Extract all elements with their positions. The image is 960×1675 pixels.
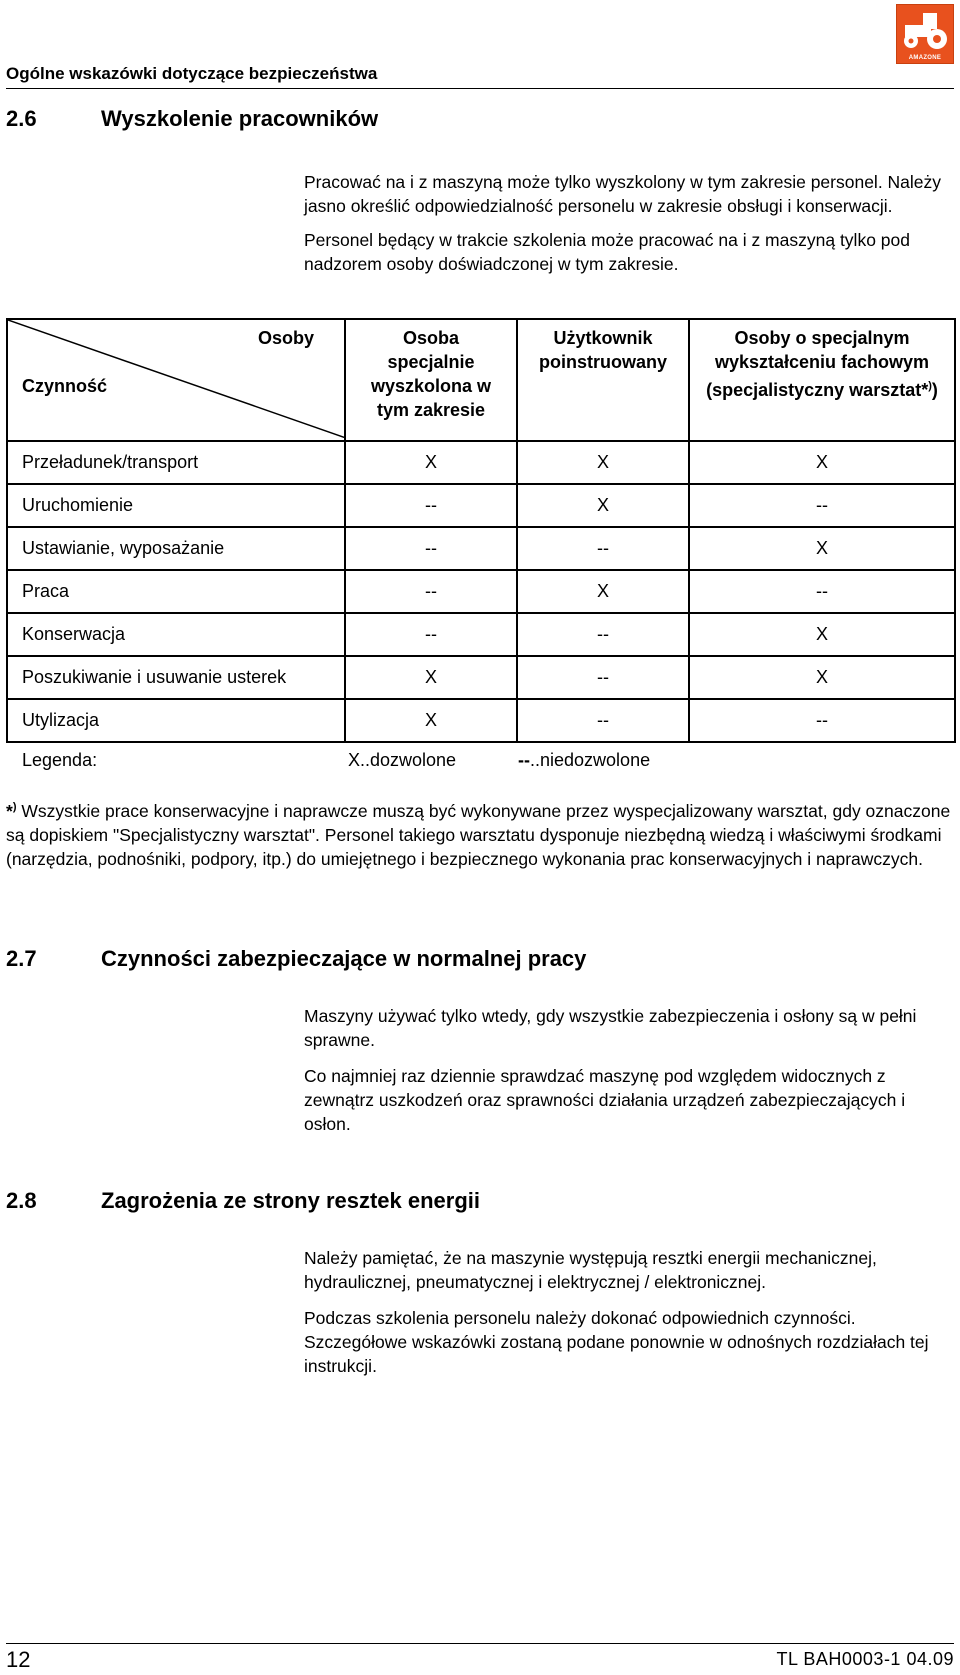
section-2-8-number: 2.8 — [6, 1188, 37, 1213]
section-2-6-number: 2.6 — [6, 106, 37, 131]
footnote-marker: ) — [928, 380, 932, 392]
value-cell: -- — [517, 699, 689, 742]
activity-cell: Uruchomienie — [7, 484, 345, 527]
value-cell: X — [689, 441, 955, 484]
table-row — [7, 527, 955, 570]
footnote-asterisk: * — [6, 800, 13, 821]
value-cell: -- — [517, 527, 689, 570]
running-header: Ogólne wskazówki dotyczące bezpieczeństwa — [6, 64, 378, 83]
header-divider — [6, 88, 954, 89]
value-cell: X — [689, 613, 955, 656]
corner-label-persons: Osoby — [257, 328, 314, 348]
tractor-logo-icon — [897, 5, 953, 53]
value-cell: X — [345, 699, 517, 742]
activity-cell: Przeładunek/transport — [7, 441, 345, 484]
paragraph: Personel będący w trakcie szkolenia może pracować na i z maszyną tylko pod nadzorem osoby doświadczonej w tym zakresie. — [304, 230, 910, 274]
column-header: Użytkownik poinstruowany — [517, 319, 689, 441]
table-row — [7, 613, 955, 656]
table-row — [7, 484, 955, 527]
page-number: 12 — [6, 1647, 31, 1672]
value-cell: X — [689, 527, 955, 570]
table-header-row — [7, 319, 955, 441]
value-cell: -- — [345, 613, 517, 656]
section-2-7-number: 2.7 — [6, 946, 37, 971]
section-2-8-title: Zagrożenia ze strony resztek energii — [101, 1188, 481, 1213]
paragraph: Pracować na i z maszyną może tylko wyszkolony w tym zakresie personel. Należy jasno określić odpowiedzialność personelu w zakresie obsługi i konserwacji. — [304, 172, 942, 216]
paragraph: Należy pamiętać, że na maszynie występują resztki energii mechanicznej, hydraulicznej, pneumatycznej i elektrycznej / elektronicznej. — [304, 1248, 877, 1292]
value-cell: -- — [517, 656, 689, 699]
table-row — [7, 656, 955, 699]
paragraph: Podczas szkolenia personelu należy dokonać odpowiednich czynności. Szczegółowe wskazówki zostaną podane ponownie w odnośnych rozdziałach tej instrukcji. — [304, 1308, 929, 1376]
section-2-8-body — [304, 1246, 954, 1378]
column-header — [689, 319, 955, 441]
value-cell: X — [345, 441, 517, 484]
footnote-text: Wszystkie prace konserwacyjne i naprawcze muszą być wykonywane przez wyspecjalizowany warsztat, gdy oznaczone są dopiskiem "Specjalistyczny warsztat". Personel takiego warsztatu dysponuje niezbędną wiedzą i właściwymi środkami (narzędzia, podnośniki, podpory, itp.) do umiejętnego i bezpiecznego wykonania prac konserwacyjnych i naprawczych. — [6, 800, 951, 869]
value-cell: X — [517, 441, 689, 484]
table-row — [7, 699, 955, 742]
activity-cell: Praca — [7, 570, 345, 613]
table-corner-cell — [7, 319, 345, 441]
activity-cell: Poszukiwanie i usuwanie usterek — [7, 656, 345, 699]
section-2-6-body — [304, 170, 954, 276]
value-cell: -- — [689, 484, 955, 527]
corner-label-activity: Czynność — [22, 376, 108, 396]
value-cell: -- — [517, 613, 689, 656]
legend-allowed: X..dozwolone — [348, 750, 457, 770]
legend-not-allowed-mark: -- — [518, 750, 530, 770]
section-2-6-title: Wyszkolenie pracowników — [101, 106, 379, 131]
value-cell: X — [689, 656, 955, 699]
value-cell: -- — [345, 570, 517, 613]
footnote — [6, 795, 956, 871]
paragraph: Co najmniej raz dziennie sprawdzać maszynę pod względem widocznych z zewnątrz uszkodzeń oraz sprawności działania urządzeń zabezpieczających i osłon. — [304, 1066, 906, 1134]
legend-label: Legenda: — [22, 750, 98, 770]
column-header-text: Osoby o specjalnym wykształceniu fachowym (specjalistyczny warsztat* — [706, 328, 930, 400]
paragraph: Maszyny używać tylko wtedy, gdy wszystkie zabezpieczenia i osłony są w pełni sprawne. — [304, 1006, 917, 1050]
activity-cell: Ustawianie, wyposażanie — [7, 527, 345, 570]
column-header-close: ) — [931, 380, 938, 400]
footnote-sup: ) — [12, 801, 17, 813]
value-cell: -- — [689, 699, 955, 742]
section-2-7-body — [304, 1004, 954, 1136]
value-cell: -- — [345, 527, 517, 570]
value-cell: X — [517, 570, 689, 613]
table-row — [7, 441, 955, 484]
training-responsibility-table — [6, 318, 956, 743]
amazone-logo — [896, 4, 954, 64]
section-2-7-title: Czynności zabezpieczające w normalnej pracy — [101, 946, 587, 971]
column-header: Osoba specjalnie wyszkolona w tym zakresie — [345, 319, 517, 441]
activity-cell: Konserwacja — [7, 613, 345, 656]
logo-wordmark: AMAZONE — [908, 55, 942, 61]
value-cell: -- — [689, 570, 955, 613]
table-row — [7, 570, 955, 613]
value-cell: X — [345, 656, 517, 699]
legend-not-allowed — [518, 750, 650, 771]
legend-not-allowed-text: ..niedozwolone — [530, 750, 651, 770]
value-cell: -- — [345, 484, 517, 527]
value-cell: X — [517, 484, 689, 527]
activity-cell: Utylizacja — [7, 699, 345, 742]
footer-divider — [6, 1643, 954, 1644]
document-code: TL BAH0003-1 04.09 — [776, 1649, 954, 1669]
